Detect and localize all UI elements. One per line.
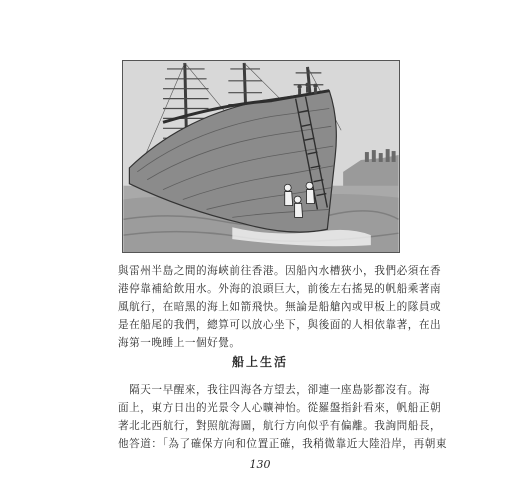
text-line: 著北北西航行，對照航海圖，航行方向似乎有偏離。我詢問船長， <box>118 420 442 432</box>
text-line: 他答道：「為了確保方向和位置正確，我稍微靠近大陸沿岸，再朝東 <box>118 438 448 450</box>
text-line: 風航行，在暗黑的海上如箭飛快。無論是船艙內或甲板上的隊員或 <box>118 301 442 313</box>
section-heading: 船上生活 <box>231 355 288 369</box>
ship-illustration <box>122 60 400 253</box>
text-line: 海第一晚睡上一個好覺。 <box>118 337 241 349</box>
body-paragraph <box>118 381 448 453</box>
text-line: 是在船尾的我們，總算可以放心坐下，與後面的人相依靠著，在出 <box>118 319 442 331</box>
ship-at-sea-icon <box>123 61 399 252</box>
text-line: 與雷州半島之間的海峽前往香港。因船內水槽狹小，我們必須在香 <box>118 265 442 277</box>
page-number: 130 <box>249 458 271 471</box>
text-line: 港停靠補給飲用水。外海的浪頭巨大，前後左右搖晃的帆船乘著南 <box>118 283 442 295</box>
text-line: 面上，東方日出的光景令人心曠神怡。從羅盤指針看來，帆船正朝 <box>118 402 442 414</box>
text-line: 隔天一早醒來，我往四海各方望去，卻連一座島影都沒有。海 <box>118 384 431 396</box>
body-paragraph <box>118 262 442 352</box>
